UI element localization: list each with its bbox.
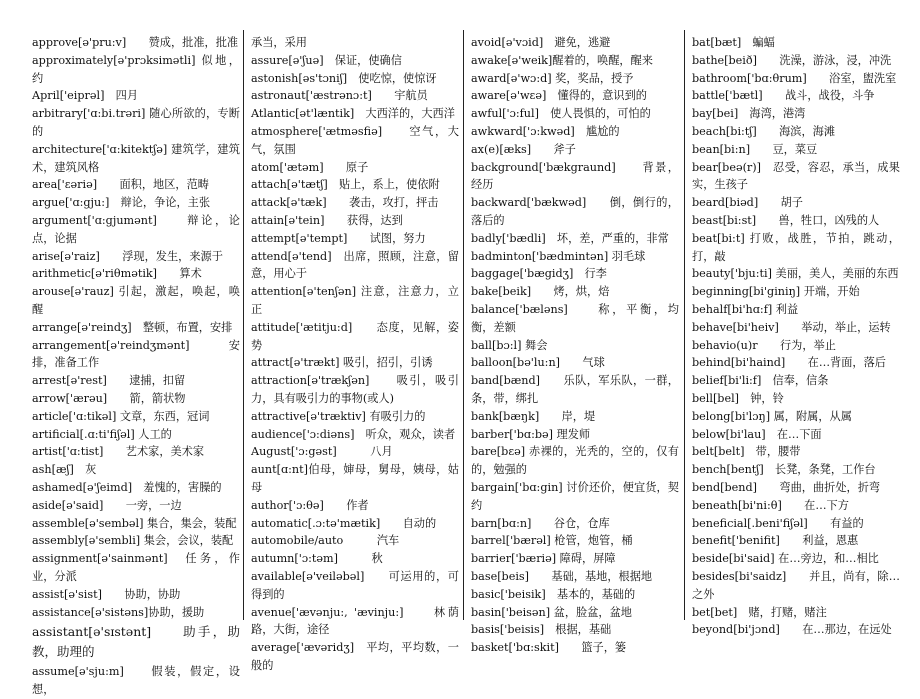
vocab-entry: automatic[.ɔ:tə'mætik] 自动的 <box>251 516 437 530</box>
vocab-entry: assistant[ə'sɪstənt] 助手，助教，助理的 <box>32 624 240 660</box>
vocab-entry: barrier['bæriə] 障碍，屏障 <box>471 552 616 566</box>
vocab-entry: band[bænd] 乐队，军乐队，一群，条，带，绑扎 <box>471 374 679 405</box>
vocab-entry: attach[ə'tætʃ] 贴上，系上，使依附 <box>251 178 440 192</box>
vocab-entry: autumn['ɔ:təm] 秋 <box>251 552 383 566</box>
vocab-entry: April['eiprəl] 四月 <box>32 89 139 103</box>
vocab-entry: aunt[ɑ:nt]伯母，婶母，舅母，姨母，姑母 <box>251 463 459 494</box>
vocab-entry: bargain['bɑ:gin] 讨价还价，便宜货，契约 <box>471 480 679 512</box>
vocab-entry: attempt[ə'tempt] 试图，努力 <box>251 231 426 245</box>
column-divider <box>463 30 464 620</box>
word-column-4 <box>692 34 900 639</box>
column-divider <box>684 30 685 620</box>
vocab-entry: assistance[ə'sistəns]协助，援助 <box>32 605 205 619</box>
vocab-entry: beyond[bi'jɔnd] 在…那边，在远处 <box>692 623 892 637</box>
column-divider <box>243 30 244 620</box>
vocab-entry: arrow['ærəu] 箭，箭状物 <box>32 391 186 405</box>
vocab-entry: basis['beisis] 根据，基础 <box>471 623 612 637</box>
vocab-entry: assignment[ə'sainmənt] 任务，作业，分派 <box>32 552 240 583</box>
vocab-entry: barber['bɑ:bə] 理发师 <box>471 427 591 441</box>
vocab-entry: ball[bɔ:l] 舞会 <box>471 338 548 352</box>
vocab-entry: arbitrary['ɑ:bi.trəri] 随心所欲的，专断的 <box>32 107 240 138</box>
vocab-entry: available[ə'veiləbəl] 可运用的，可得到的 <box>251 569 459 601</box>
vocab-entry: August['ɔ:gəst] 八月 <box>251 445 393 459</box>
vocab-entry: avenue['ævənju:, 'ævinju:] 林荫路，大街，途径 <box>251 605 459 637</box>
vocab-entry: astronaut['æstrənɔ:t] 宇航员 <box>251 89 428 103</box>
vocab-entry: attain[ə'tein] 获得，达到 <box>251 213 403 227</box>
vocab-entry: belief[bi'li:f] 信奉，信条 <box>692 374 829 388</box>
vocab-entry: ax(e)[æks] 斧子 <box>471 142 576 156</box>
vocab-entry: ash[æʃ] 灰 <box>32 463 97 477</box>
vocab-entry: atom['ætəm] 原子 <box>251 160 369 174</box>
vocab-entry: attraction[ə'trækʃən] 吸引，吸引力，具有吸引力的事物(或人) <box>251 374 459 405</box>
vocab-entry: bell[bel] 钟，铃 <box>692 391 784 405</box>
vocab-entry: belong[bi'lɔŋ] 属，附属，从属 <box>692 409 852 423</box>
vocab-entry: basin['beisən] 盆，脸盆，盆地 <box>471 605 632 619</box>
vocab-entry: aside[ə'said] 一旁，一边 <box>32 498 182 512</box>
vocab-entry: automobile/auto 汽车 <box>251 534 400 548</box>
vocab-entry: astonish[əs'tɔniʃ] 使吃惊，使惊讶 <box>251 71 437 85</box>
vocab-entry: background['bækgraund] 背景，经历 <box>471 160 679 192</box>
vocab-entry: bay[bei] 海湾，港湾 <box>692 107 806 121</box>
vocab-entry: belt[belt] 带，腰带 <box>692 445 801 459</box>
vocab-entry: balance['bæləns] 称，平衡，均衡，差额 <box>471 302 679 334</box>
vocab-entry: approve[ə'pru:v] 赞成，批准，批准 <box>32 36 239 49</box>
vocab-entry: beneath[bi'ni:θ] 在…下方 <box>692 498 849 512</box>
vocab-entry: bet[bet] 赌，打赌，赌注 <box>692 605 827 619</box>
vocab-entry: beach[bi:tʃ] 海滨，海滩 <box>692 124 836 138</box>
vocab-entry: attention[ə'tenʃən] 注意，注意力，立正 <box>251 285 459 316</box>
vocab-entry: attack[ə'tæk] 袭击，攻打，抨击 <box>251 196 439 210</box>
vocab-entry: assist[ə'sist] 协助，协助 <box>32 587 181 601</box>
vocab-entry: barn[bɑ:n] 谷仓，仓库 <box>471 516 610 530</box>
vocab-entry: beneficial[.beni'fiʃəl] 有益的 <box>692 516 864 530</box>
vocab-entry: audience['ɔ:diəns] 听众，观众，读者 <box>251 427 456 441</box>
word-column-3 <box>471 34 679 657</box>
vocab-entry: beast[bi:st] 兽，牲口，凶残的人 <box>692 213 880 227</box>
vocab-entry: approximately[ə'prɔksimətli] 似地，约 <box>32 53 240 85</box>
vocab-entry: bathroom['bɑ:θrum] 浴室，盥洗室 <box>692 71 897 85</box>
vocab-entry: aware[ə'wεə] 懂得的，意识到的 <box>471 89 647 103</box>
vocab-entry: baggage['bægidʒ] 行李 <box>471 267 607 281</box>
vocab-entry: average['ævəridʒ] 平均，平均数，一般的 <box>251 641 459 672</box>
vocab-entry: barrel['bærəl] 枪管，炮管，桶 <box>471 534 633 548</box>
vocab-entry: basket['bɑ:skit] 篮子，篓 <box>471 641 627 655</box>
vocab-entry: assume[ə'sju:m] 假装，假定，设想， <box>32 665 240 697</box>
vocab-entry: awkward['ɔ:kwəd] 尴尬的 <box>471 124 620 138</box>
vocab-entry: arithmetic[ə'riθmətik] 算术 <box>32 267 202 281</box>
vocab-entry: Atlantic[ət'læntik] 大西洋的，大西洋 <box>251 107 455 121</box>
vocab-entry: behind[bi'haind] 在…背面，落后 <box>692 356 886 370</box>
vocab-entry: bare[bεə] 赤裸的，光秃的，空的，仅有的，勉强的 <box>471 445 679 477</box>
vocab-entry: arouse[ə'rauz] 引起，激起，唤起，唤醒 <box>32 285 240 316</box>
vocab-entry: beat[bi:t] 打败，战胜，节拍，跳动，打，敲 <box>692 231 900 263</box>
vocab-entry: besides[bi'saidz] 并且，尚有，除…之外 <box>692 569 900 601</box>
vocab-entry: artist['ɑ:tist] 艺术家，美术家 <box>32 445 205 459</box>
vocab-entry: arise[ə'raiz] 浮现，发生，来源于 <box>32 249 223 263</box>
vocab-entry: article['ɑ:tikəl] 文章，东西，冠词 <box>32 409 210 423</box>
vocab-entry: arrest[ə'rest] 逮捕，扣留 <box>32 374 186 388</box>
vocab-entry: awake[ə'weik]醒着的，唤醒，醒来 <box>471 53 653 67</box>
word-column-2 <box>251 34 459 675</box>
vocab-entry: badminton['bædmintən] 羽毛球 <box>471 249 646 263</box>
vocab-entry: arrangement[ə'reindʒmənt] 安排，准备工作 <box>32 338 240 370</box>
vocab-entry: architecture['ɑ:kitektʃə] 建筑学，建筑术，建筑风格 <box>32 142 240 174</box>
vocab-entry: bench[bentʃ] 长凳，条凳，工作台 <box>692 463 876 477</box>
vocab-entry: assure[ə'ʃuə] 保证，使确信 <box>251 53 402 67</box>
vocab-entry: area['εəriə] 面积，地区，范畴 <box>32 178 209 192</box>
word-column-1 <box>32 34 240 699</box>
vocab-entry: base[beis] 基础，基地，根据地 <box>471 569 653 583</box>
vocab-entry: behalf[bi'hɑ:f] 利益 <box>692 302 799 316</box>
vocab-entry: attend[ə'tend] 出席，照顾，注意，留意，用心于 <box>251 249 459 281</box>
vocab-entry: bank[bæŋk] 岸，堤 <box>471 409 596 423</box>
vocab-entry: bend[bend] 弯曲，曲折处，折弯 <box>692 480 881 494</box>
vocab-entry: atmosphere['ætməsfiə] 空气，大气，氛围 <box>251 124 459 156</box>
vocab-entry: 承当，采用 <box>251 36 307 49</box>
vocab-entry: beard[biəd] 胡子 <box>692 196 803 210</box>
vocab-entry: arrange[ə'reindʒ] 整顿，布置，安排 <box>32 320 233 334</box>
vocab-entry: attitude['ætitju:d] 态度，见解，姿势 <box>251 320 459 352</box>
vocab-entry: attract[ə'trækt] 吸引，招引，引诱 <box>251 356 433 370</box>
vocab-entry: avoid[ə'vɔid] 避免，逃避 <box>471 36 611 49</box>
vocab-entry: award[ə'wɔ:d] 奖，奖品，授予 <box>471 71 634 85</box>
vocab-entry: basic['beisik] 基本的，基础的 <box>471 587 636 601</box>
vocab-entry: behave[bi'heiv] 举动，举止，运转 <box>692 320 891 334</box>
vocab-entry: bathe[beið] 洗澡，游泳，浸，冲洗 <box>692 53 892 67</box>
vocab-entry: attractive[ə'træktiv] 有吸引力的 <box>251 409 426 423</box>
vocab-entry: argue['ɑ:gju:] 辩论，争论，主张 <box>32 196 211 210</box>
vocab-entry: assembly[ə'sembli] 集会，会议，装配 <box>32 534 234 548</box>
vocab-entry: argument['ɑ:gjumənt] 辩论，论点，论据 <box>32 213 240 245</box>
vocab-entry: benefit['benifit] 利益，恩惠 <box>692 534 859 548</box>
vocab-entry: beauty['bju:ti] 美丽，美人，美丽的东西 <box>692 267 899 281</box>
vocab-entry: beside[bi'said] 在…旁边，和…相比 <box>692 552 879 566</box>
vocab-entry: beginning[bi'giniŋ] 开端，开始 <box>692 285 860 299</box>
vocab-entry: behavio(u)r 行为，举止 <box>692 338 836 352</box>
vocab-entry: badly['bædli] 坏，差，严重的，非常 <box>471 231 669 245</box>
vocab-entry: bat[bæt] 蝙蝠 <box>692 36 775 49</box>
vocab-entry: bear[beə(r)] 忍受，容忍，承当，成果实，生孩子 <box>692 160 900 192</box>
vocab-entry: artificial[.ɑ:ti'fiʃəl] 人工的 <box>32 427 172 441</box>
vocab-entry: assemble[ə'sembəl] 集合，集会，装配 <box>32 516 237 530</box>
vocab-entry: bean[bi:n] 豆，菜豆 <box>692 142 818 156</box>
vocab-entry: below[bi'lau] 在…下面 <box>692 427 822 441</box>
vocab-entry: backward['bækwəd] 倒，倒行的，落后的 <box>471 196 679 227</box>
vocab-entry: balloon[bə'lu:n] 气球 <box>471 356 605 370</box>
vocab-entry: battle['bætl] 战斗，战役，斗争 <box>692 89 875 103</box>
vocab-entry: bake[beik] 烤，烘，焙 <box>471 285 610 299</box>
vocab-entry: awful['ɔ:ful] 使人畏惧的，可怕的 <box>471 107 651 121</box>
vocab-entry: author['ɔ:θə] 作者 <box>251 498 369 512</box>
vocab-entry: ashamed[ə'ʃeimd] 羞愧的，害臊的 <box>32 480 222 494</box>
